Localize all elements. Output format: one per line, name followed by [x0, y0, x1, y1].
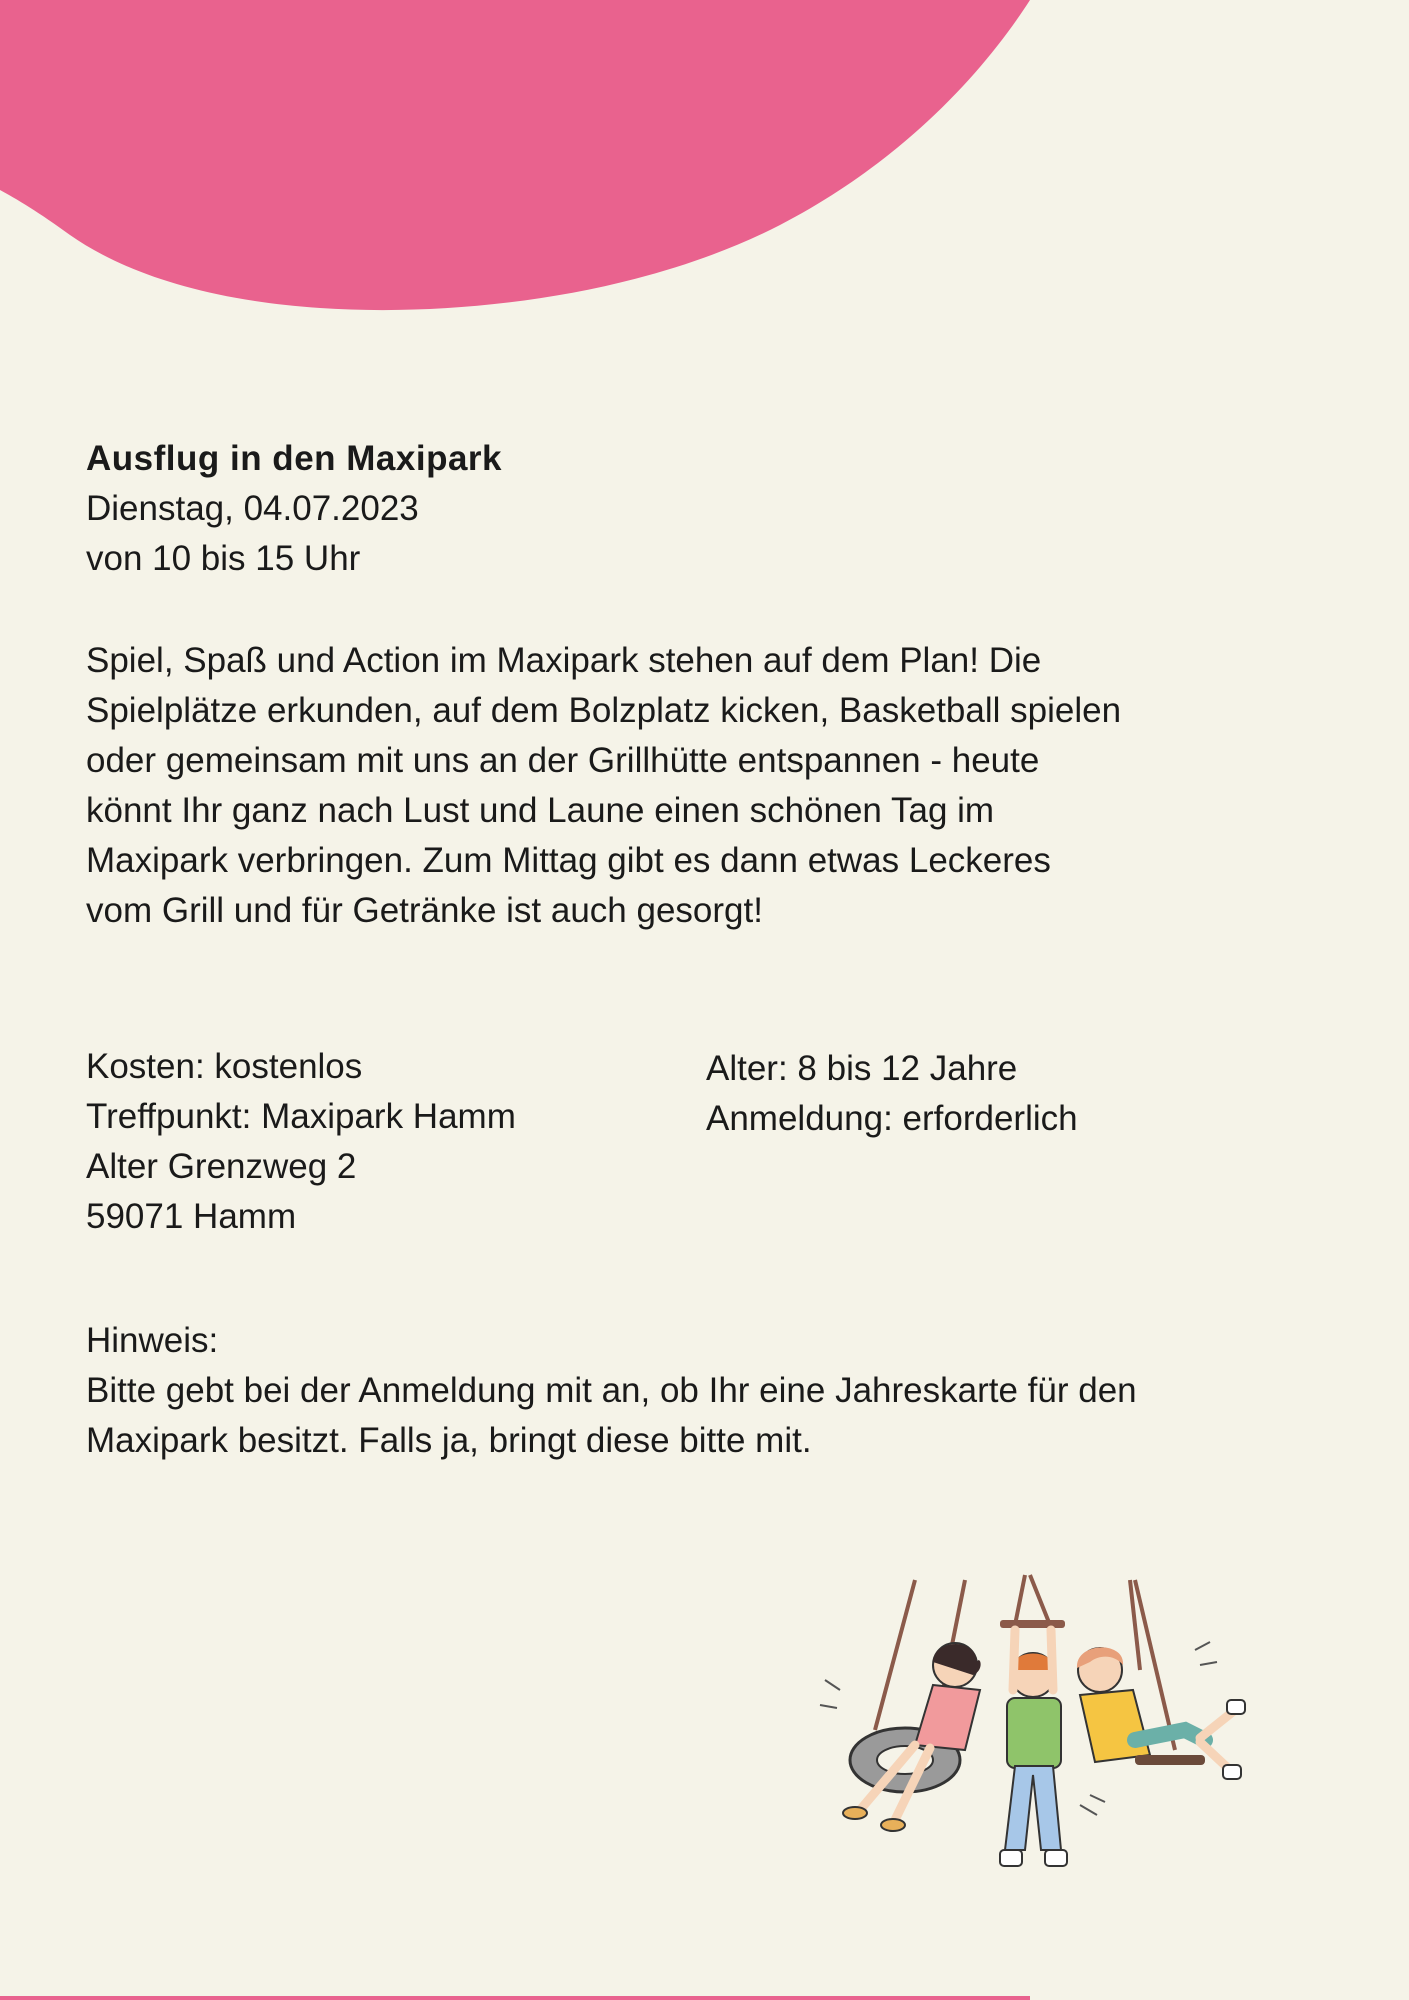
- note-section: [86, 1316, 1137, 1466]
- age-info: Alter: 8 bis 12 Jahre: [706, 1049, 1018, 1088]
- event-time: von 10 bis 15 Uhr: [86, 539, 361, 578]
- note-heading: Hinweis:: [86, 1321, 219, 1360]
- event-header: [86, 434, 1386, 936]
- address-city: 59071 Hamm: [86, 1197, 297, 1236]
- note-line: Bitte gebt bei der Anmeldung mit an, ob Ihr eine Jahreskarte für den: [86, 1371, 1137, 1410]
- cost-info: Kosten: kostenlos: [86, 1047, 363, 1086]
- registration-info: Anmeldung: erforderlich: [706, 1099, 1078, 1138]
- description-line: Spiel, Spaß und Action im Maxipark stehen auf dem Plan! Die: [86, 641, 1042, 680]
- event-title: Ausflug in den Maxipark: [86, 439, 502, 478]
- event-details-right: [706, 1044, 1078, 1144]
- note-line: Maxipark besitzt. Falls ja, bringt diese bitte mit.: [86, 1421, 812, 1460]
- event-details-left: [86, 1042, 516, 1242]
- description-line: Spielplätze erkunden, auf dem Bolzplatz kicken, Basketball spielen: [86, 691, 1122, 730]
- pink-blob-decoration: [0, 0, 1030, 320]
- address-street: Alter Grenzweg 2: [86, 1147, 357, 1186]
- meeting-point: Treffpunkt: Maxipark Hamm: [86, 1097, 516, 1136]
- description-line: oder gemeinsam mit uns an der Grillhütte entspannen - heute: [86, 741, 1040, 780]
- description-line: Maxipark verbringen. Zum Mittag gibt es dann etwas Leckeres: [86, 841, 1051, 880]
- children-on-swings-illustration: [815, 1570, 1275, 1890]
- event-date: Dienstag, 04.07.2023: [86, 489, 419, 528]
- event-description: [86, 636, 1386, 936]
- bottom-accent-line: [0, 1996, 1030, 2000]
- description-line: könnt Ihr ganz nach Lust und Laune einen schönen Tag im: [86, 791, 995, 830]
- description-line: vom Grill und für Getränke ist auch gesorgt!: [86, 891, 763, 930]
